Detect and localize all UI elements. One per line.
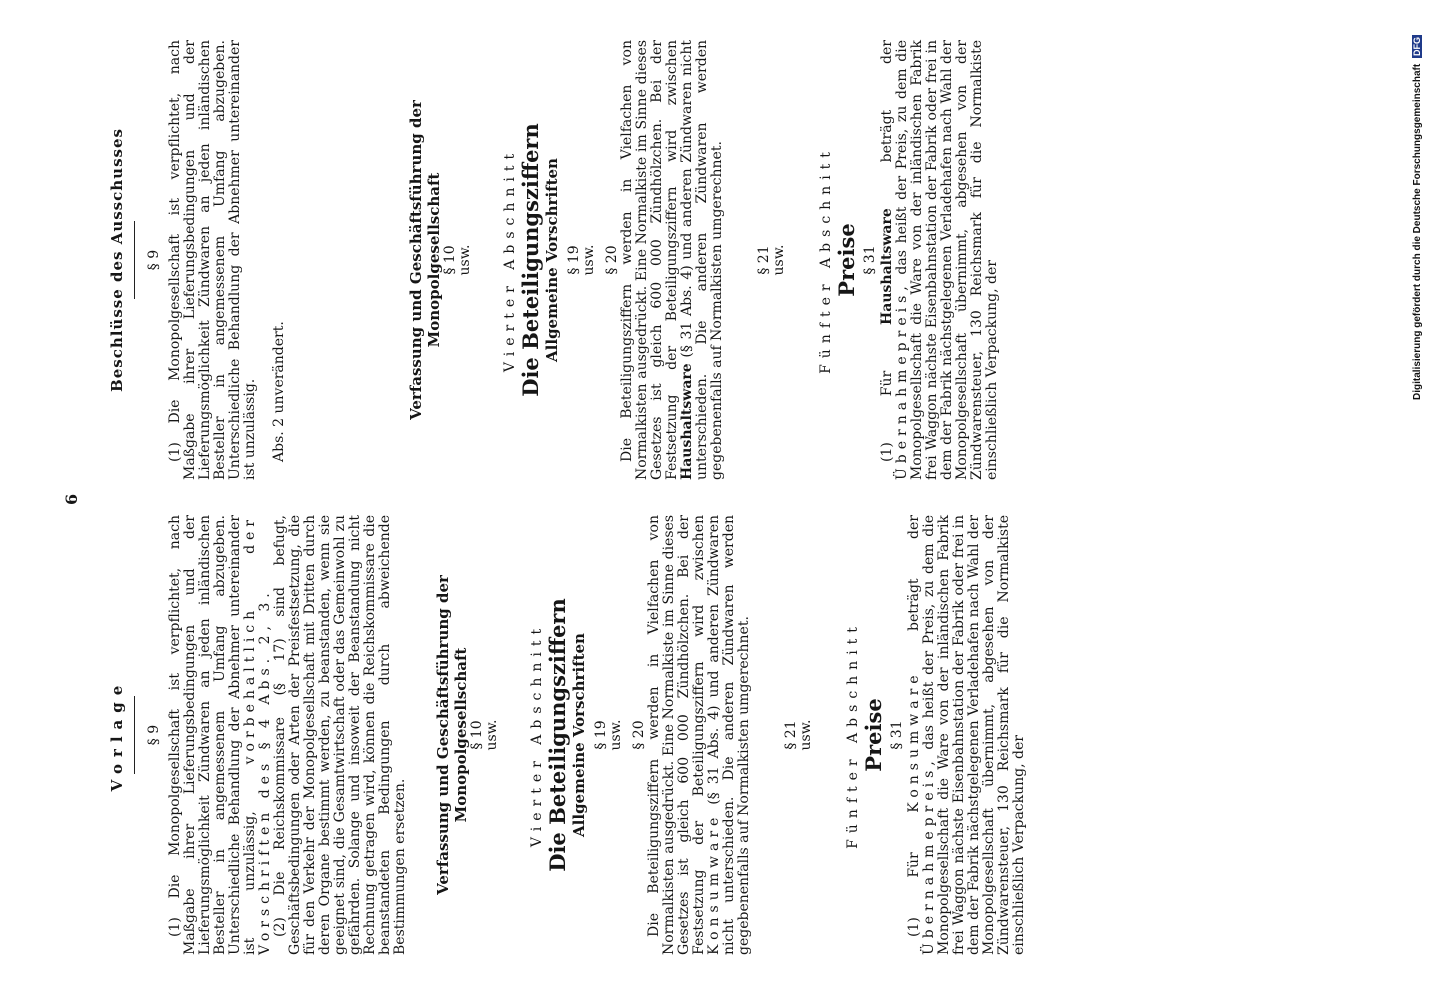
paragraph-emphasis: Konsumware [906,670,922,813]
paragraph-text: das heißt der Preis, zu dem die Monopolgesellschaft die Ware von der inländischen Fabrik frei Waggon nächste Eisenbahnstation der Fabrik oder frei in dem der Fabrik nächstgelegenen Verladehafen nach Wahl der Monopolgesellschaft übernimmt, abgesehen von der Zündwarensteuer, 130 Reichsmark für die Normalkiste einschließlich Verpackung, der [921,515,1027,955]
paragraph-emphasis: Haushaltsware [879,208,895,325]
chapter-title: Die Beteiligungsziffern [518,123,543,397]
section-heading: § 31 [889,720,905,750]
divider [134,696,135,774]
sidebar-text-wrapper [1412,0,1432,400]
usw-text: usw. [608,719,624,751]
paragraph [907,515,1027,955]
paragraph: (2) Die Reichskommissare (§ 17) sind befugt, Geschäftsbedingungen oder Arten der Preisfestsetzung, die für den Verkehr der Monopolgesellschaft mit Dritten durch deren Organe bestimmt werden, zu beanstanden, wenn sie geeignet sind, die Gesamtwirtschaft oder das Gemeinwohl zu gefährden. Solange und insoweit der Beanstandung nicht Rechnung getragen wird, können die Reichskommissare die beanstandeten Bedingungen durch abweichende Bestimmungen ersetzen. [272,515,408,955]
paragraph-text: (1) Die Monopolgesellschaft ist verpflichtet, nach Maßgabe ihrer Lieferungsbedingungen und der Lieferungsmöglichkeit Zündwaren an jeden inländischen Besteller in angemessenem Umfang abzugeben. Unterschiedliche Behandlung der Abnehmer untereinander ist unzulässig, [167,515,258,955]
paragraph [880,40,1000,480]
paragraph-text: (§ 31 Abs. 4) und anderen Zündwaren nicht unterschieden. Die anderen Zündwaren werden gegebenenfalls auf Normalkisten umgerechnet. [679,40,725,480]
section-heading: § 20 [604,245,620,275]
paragraph-emphasis: Übernahmepreis, [921,756,937,955]
section-title: Verfassung und Geschäftsführung der Monopolgesellschaft [407,100,443,420]
paragraph-text: (1) Für [879,370,895,462]
column-beschluesse [108,40,1000,480]
section-heading: § 21 [783,720,799,750]
chapter-label: Vierter Abschnitt [529,622,545,848]
paragraph-text: beträgt der [906,515,922,631]
paragraph: Abs. 2 unverändert. [271,321,287,462]
column-vorlage [108,515,1027,955]
usw-text: usw. [798,719,814,751]
section-heading: § 10 [442,245,458,275]
paragraph-text: Die Beteiligungsziffern werden in Vielfachen von Normalkisten ausgedrückt. Eine Normalkiste im Sinne dieses Gesetzes ist gleich 600 000 Zündhölzchen. Bei der Festsetzung der Beteiligungsziffern wird zwischen [619,40,680,480]
chapter-label: Fünfter Abschnitt [818,146,834,374]
paragraph [647,515,752,955]
paragraph: (1) Die Monopolgesellschaft ist verpflichtet, nach Maßgabe ihrer Lieferungsbedingungen und der Lieferungsmöglichkeit Zündwaren an jeden inländischen Besteller in angemessenem Umfang abzugeben. Unterschiedliche Behandlung der Abnehmer untereinander ist unzulässig. [167,40,258,480]
paragraph-text: (§ 31 Abs. 4) und anderen Zündwaren nicht unterschieden. Die anderen Zündwaren werden gegebenenfalls auf Normalkisten umgerechnet. [706,514,752,955]
usw-text: usw. [771,244,787,276]
paragraph-text: Die Beteiligungsziffern werden in Vielfachen von Normalkisten ausgedrückt. Eine Normalkiste im Sinne dieses Gesetzes ist gleich 600 000 Zündhölzchen. Bei der Festsetzung der Beteiligungsziffern wird zwischen [646,515,707,955]
paragraph-text: das heißt der Preis, zu dem die Monopolgesellschaft die Ware von der inländischen Fabrik frei Waggon nächste Eisenbahnstation der Fabrik oder frei in dem der Fabrik nächstgelegenen Verladehafen nach Wahl der Monopolgesellschaft übernimmt, abgesehen von der Zündwarensteuer, 130 Reichsmark für die Normalkiste einschließlich Verpackung, der [894,40,1000,480]
usw-text: usw. [457,244,473,276]
column-title: Vorlage [108,678,126,792]
paragraph-text: (1) Für [906,852,922,937]
subtitle: Allgemeine Vorschriften [543,158,561,362]
subtitle: Allgemeine Vorschriften [570,633,588,837]
paragraph-emphasis: Übernahmepreis, [894,281,910,480]
paragraph [620,40,725,480]
chapter-title: Preise [861,698,886,772]
section-heading: § 19 [566,245,582,275]
paragraph [168,515,273,955]
paragraph-emphasis: vorbehaltlich der Vorschriften des § 4 Abs. 2, 3. [242,514,273,955]
dfg-logo: DFG [1412,37,1422,57]
section-heading: § 9 [146,724,162,746]
divider [134,221,135,299]
chapter-label: Vierter Abschnitt [502,147,518,373]
paragraph-emphasis: Haushaltsware [679,363,695,480]
section-heading: § 9 [146,249,162,271]
section-heading: § 20 [631,720,647,750]
section-title: Verfassung und Geschäftsführung der Monopolgesellschaft [434,575,470,895]
chapter-title: Die Beteiligungsziffern [545,598,570,872]
section-heading: § 31 [862,245,878,275]
chapter-label: Fünfter Abschnitt [845,621,861,849]
usw-text: usw. [484,719,500,751]
section-heading: § 19 [593,720,609,750]
dfg-sidebar [1412,0,1434,1000]
sidebar-text: Digitalisierung gefördert durch die Deutsche Forschungsgemeinschaft [1412,63,1423,400]
paragraph-emphasis: Konsumware [706,812,722,955]
page-number: 6 [62,493,81,505]
chapter-title: Preise [834,223,859,297]
column-title: Beschlüsse des Ausschusses [108,128,126,392]
section-heading: § 10 [469,720,485,750]
paragraph-text: beträgt der [879,40,895,163]
section-heading: § 21 [756,245,772,275]
usw-text: usw. [581,244,597,276]
